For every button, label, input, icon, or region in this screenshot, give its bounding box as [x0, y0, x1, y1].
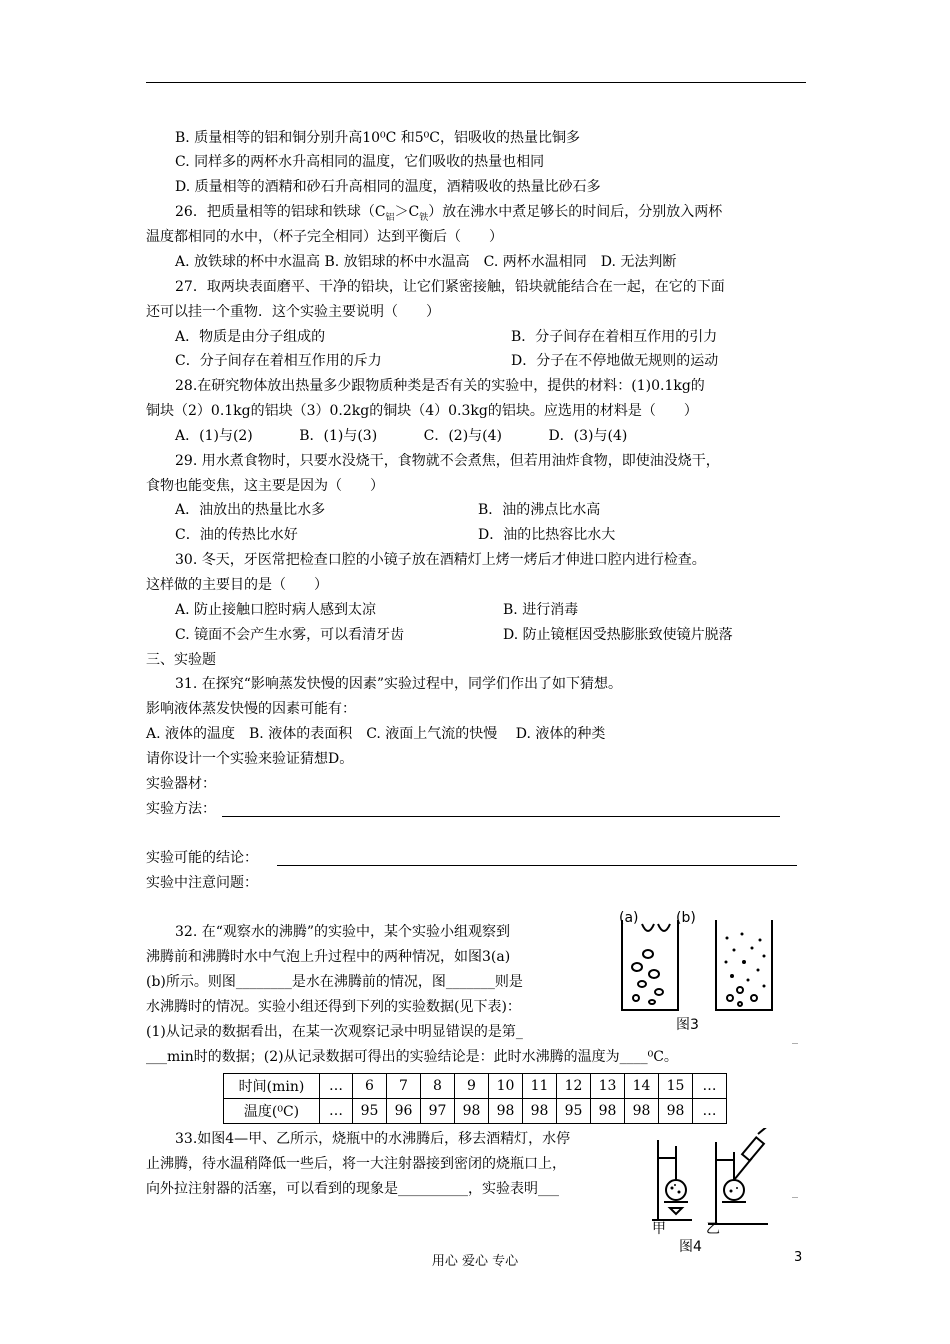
table-cell: 9: [455, 1074, 489, 1099]
option-30b: B. 进行消毒: [503, 602, 579, 618]
table-cell: 13: [591, 1074, 625, 1099]
label-conclusion: 实验可能的结论：: [146, 850, 258, 866]
question-31-task: 请你设计一个实验来验证猜想D。: [146, 751, 354, 767]
option-27a: A．物质是由分子组成的: [175, 329, 326, 345]
boiling-data-table: [223, 1073, 727, 1124]
option-30d: D. 防止镜框因受热膨胀致使镜片脱落: [503, 627, 733, 643]
fig4-label-jia: 甲: [652, 1221, 666, 1237]
option-30c: C. 镜面不会产生水雾，可以看清牙齿: [175, 627, 405, 643]
option-27c: C．分子间存在着相互作用的斥力: [175, 353, 382, 369]
table-row: [224, 1074, 727, 1099]
option-30a: A. 防止接触口腔时病人感到太凉: [175, 602, 377, 618]
question-31-line2: 影响液体蒸发快慢的因素可能有：: [146, 701, 356, 717]
fig3-caption: 图3: [676, 1017, 699, 1033]
page-number: 3: [794, 1250, 803, 1265]
table-cell: 98: [489, 1099, 523, 1124]
question-27: 27．取两块表面磨平、干净的铅块，让它们紧密接触，铅块就能结合在一起，在它的下面: [175, 279, 725, 295]
section-heading-experiment: 三、实验题: [146, 652, 216, 668]
table-cell: …: [320, 1099, 353, 1124]
table-cell: 95: [557, 1099, 591, 1124]
conclusion-answer-line: [277, 865, 797, 866]
fig3-beakers-diagram: [614, 912, 774, 1024]
question-33-line3: 向外拉注射器的活塞，可以看到的现象是__________，实验表明___: [146, 1181, 559, 1197]
question-26-options: A. 放铁球的杯中水温高 B. 放铝球的杯中水温高 C. 两杯水温相同 D. 无法判断: [175, 254, 677, 270]
question-32-line4: 水沸腾时的情况。实验小组还得到下列的实验数据(见下表)：: [146, 999, 521, 1015]
option-27d: D．分子在不停地做无规则的运动: [511, 353, 719, 369]
page-footer: 用心 爱心 专心: [431, 1254, 519, 1269]
question-29: 29. 用水煮食物时，只要水没烧干，食物就不会煮焦，但若用油炸食物，即使油没烧干，: [175, 453, 720, 469]
table-cell: 7: [387, 1074, 421, 1099]
table-cell: 11: [523, 1074, 557, 1099]
table-cell: 98: [523, 1099, 557, 1124]
table-cell: 8: [421, 1074, 455, 1099]
question-32-line5: (1)从记录的数据看出，在某一次观察记录中明显错误的是第_: [146, 1024, 523, 1040]
label-equipment: 实验器材：: [146, 776, 216, 792]
header-rule: [146, 82, 806, 83]
table-cell: 12: [557, 1074, 591, 1099]
option-29d: D．油的比热容比水大: [478, 527, 616, 543]
option-29a: A．油放出的热量比水多: [175, 502, 326, 518]
table-cell: 96: [387, 1099, 421, 1124]
fig3-label-a: (a): [619, 910, 639, 926]
question-32: 32. 在“观察水的沸腾”的实验中，某个实验小组观察到: [175, 924, 511, 940]
table-cell: 15: [659, 1074, 693, 1099]
option-25d: D. 质量相等的酒精和砂石升高相同的温度，酒精吸收的热量比砂石多: [175, 179, 601, 195]
option-29c: C．油的传热比水好: [175, 527, 298, 543]
fig4-label-yi: 乙: [706, 1221, 720, 1237]
question-26: 26．把质量相等的铝球和铁球$(C_铝>C_铁)$放在沸水中煮足够长的时间后，分别放入两杯: [175, 204, 723, 223]
label-notes: 实验中注意问题：: [146, 875, 258, 891]
option-25c: C. 同样多的两杯水升高相同的温度，它们吸收的热量也相同: [175, 154, 545, 170]
question-33-line2: 止沸腾，待水温稍降低一些后，将一大注射器接到密闭的烧瓶口上，: [146, 1156, 566, 1172]
margin-mark: _: [792, 1030, 798, 1044]
option-27b: B．分子间存在着相互作用的引力: [511, 329, 718, 345]
table-cell: 6: [353, 1074, 387, 1099]
table-cell: 95: [353, 1099, 387, 1124]
table-cell: …: [693, 1074, 727, 1099]
table-cell: 10: [489, 1074, 523, 1099]
question-31: 31. 在探究“影响蒸发快慢的因素”实验过程中，同学们作出了如下猜想。: [175, 676, 623, 692]
table-header-temp: 温度(⁰C): [224, 1099, 320, 1124]
question-30: 30. 冬天，牙医常把检查口腔的小镜子放在酒精灯上烤一烤后才伸进口腔内进行检查。: [175, 552, 706, 568]
question-32-line2: 沸腾前和沸腾时水中气泡上升过程中的两种情况，如图3(a): [146, 949, 511, 965]
option-25b: B. 质量相等的铝和铜分别升高10⁰C 和5⁰C，铝吸收的热量比铜多: [175, 130, 581, 146]
margin-mark: _: [792, 1184, 798, 1198]
fig3-label-b: (b): [676, 910, 696, 926]
question-33: 33.如图4—甲、乙所示，烧瓶中的水沸腾后，移去酒精灯，水停: [175, 1131, 571, 1147]
table-row: [224, 1099, 727, 1124]
table-cell: 98: [591, 1099, 625, 1124]
question-28-options: A．(1)与(2) B．(1)与(3) C．(2)与(4) D．(3)与(4): [175, 428, 628, 444]
question-28: 28.在研究物体放出热量多少跟物质种类是否有关的实验中，提供的材料：(1)0.1kg的: [175, 378, 705, 394]
table-cell: 14: [625, 1074, 659, 1099]
question-26-line2: 温度都相同的水中，（杯子完全相同）达到平衡后（ ）: [146, 229, 503, 245]
option-29b: B．油的沸点比水高: [478, 502, 601, 518]
method-answer-line: [222, 816, 780, 817]
question-28-line2: 铜块（2）0.1kg的铝块（3）0.2kg的铜块（4）0.3kg的铝块。应选用的材料是（ ）: [146, 403, 698, 419]
table-header-time: 时间(min): [224, 1074, 320, 1099]
question-29-line2: 食物也能变焦，这主要是因为（ ）: [146, 478, 384, 494]
label-method: 实验方法：: [146, 801, 216, 817]
fig4-caption: 图4: [679, 1239, 702, 1255]
question-30-line2: 这样做的主要目的是（ ）: [146, 577, 328, 593]
table-cell: 98: [625, 1099, 659, 1124]
table-cell: 98: [659, 1099, 693, 1124]
question-27-line2: 还可以挂一个重物．这个实验主要说明（ ）: [146, 304, 440, 320]
table-cell: …: [693, 1099, 727, 1124]
table-cell: 98: [455, 1099, 489, 1124]
question-32-line6: ___min时的数据；(2)从记录数据可得出的实验结论是：此时水沸腾的温度为____⁰C。: [146, 1049, 678, 1065]
question-32-line3: (b)所示。则图________是水在沸腾前的情况，图_______则是: [146, 974, 523, 990]
table-cell: 97: [421, 1099, 455, 1124]
question-31-factors: A. 液体的温度 B. 液体的表面积 C. 液面上气流的快慢 D. 液体的种类: [146, 726, 606, 742]
table-cell: …: [320, 1074, 353, 1099]
